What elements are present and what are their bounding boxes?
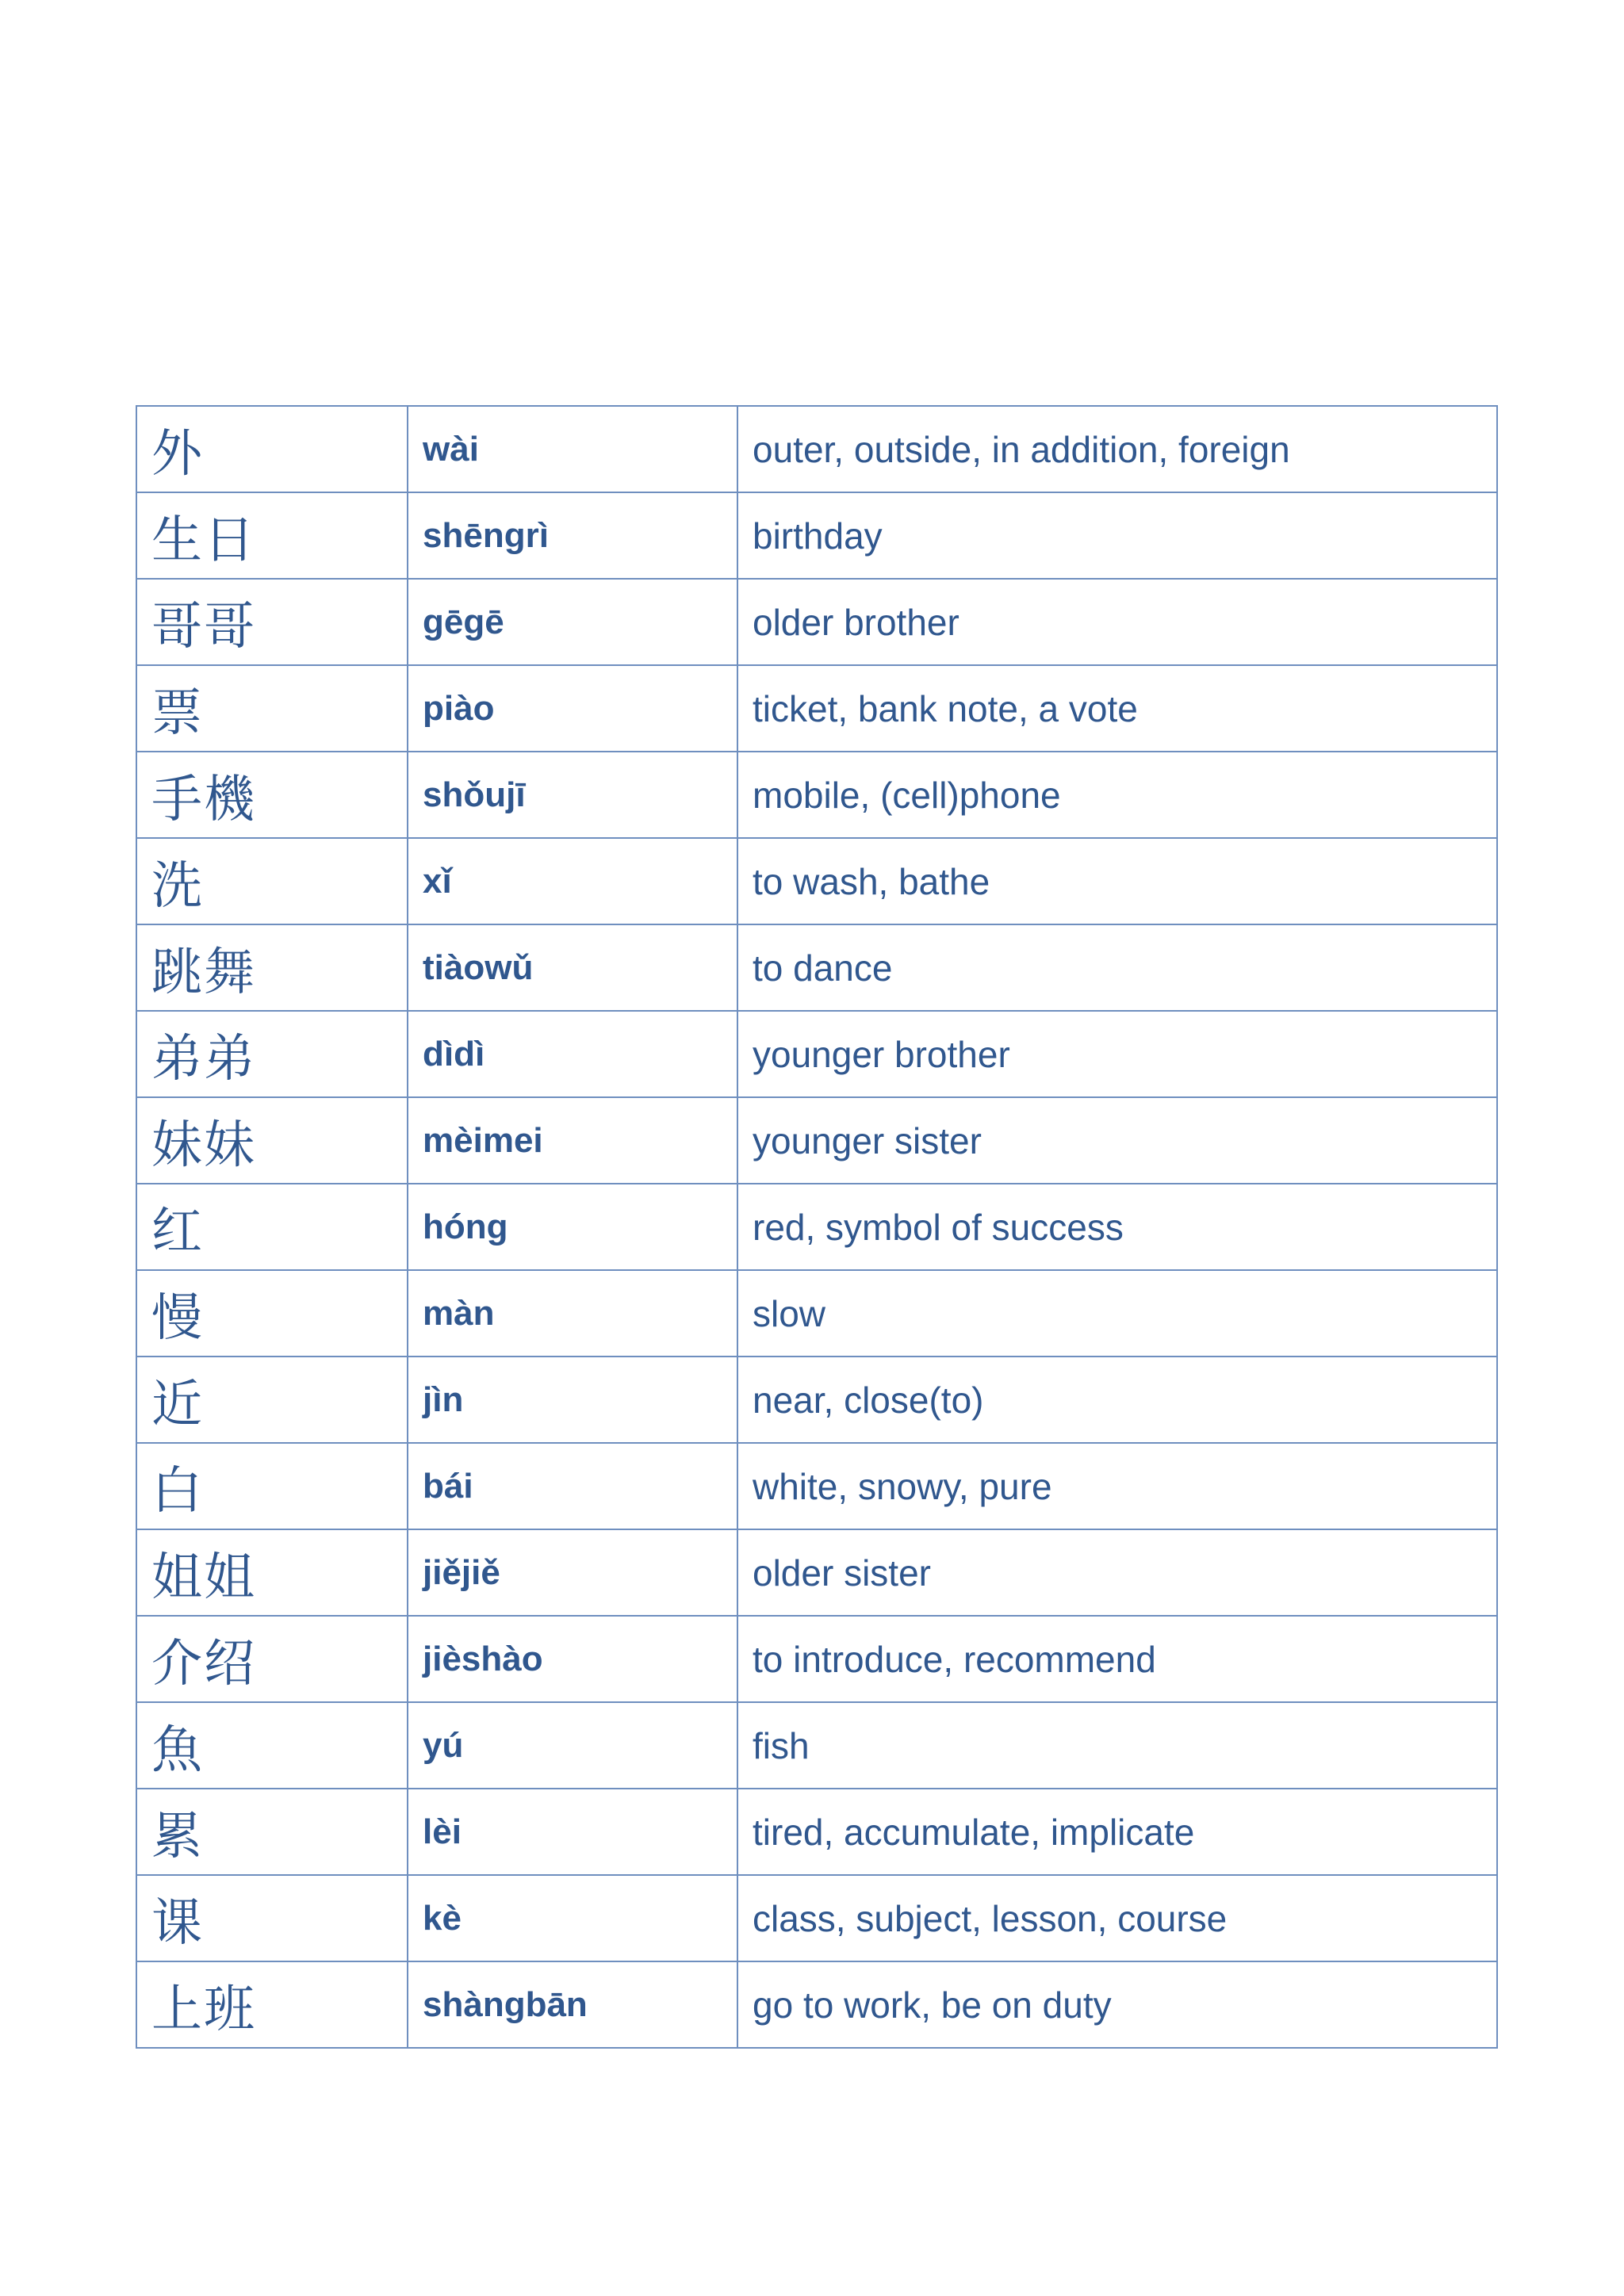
hanzi-cell: 妹妹: [136, 1097, 408, 1184]
meaning-cell: older sister: [737, 1529, 1497, 1616]
meaning-cell: slow: [737, 1270, 1497, 1357]
vocab-row: [136, 579, 1497, 665]
hanzi-cell: 白: [136, 1443, 408, 1529]
pinyin-cell: xǐ: [408, 838, 737, 924]
meaning-cell: go to work, be on duty: [737, 1961, 1497, 2048]
meaning-cell: to introduce, recommend: [737, 1616, 1497, 1702]
pinyin-cell: jìn: [408, 1357, 737, 1443]
vocab-row: [136, 1443, 1497, 1529]
pinyin-cell: hóng: [408, 1184, 737, 1270]
meaning-cell: tired, accumulate, implicate: [737, 1789, 1497, 1875]
pinyin-cell: kè: [408, 1875, 737, 1961]
hanzi-cell: 洗: [136, 838, 408, 924]
pinyin-cell: tiàowǔ: [408, 924, 737, 1011]
pinyin-cell: dìdì: [408, 1011, 737, 1097]
hanzi-cell: 累: [136, 1789, 408, 1875]
pinyin-cell: shǒujī: [408, 752, 737, 838]
vocab-row: [136, 924, 1497, 1011]
vocab-row: [136, 1011, 1497, 1097]
pinyin-cell: bái: [408, 1443, 737, 1529]
hanzi-cell: 弟弟: [136, 1011, 408, 1097]
meaning-cell: younger sister: [737, 1097, 1497, 1184]
pinyin-cell: màn: [408, 1270, 737, 1357]
pinyin-cell: yú: [408, 1702, 737, 1789]
vocab-row: [136, 1616, 1497, 1702]
vocab-row: [136, 752, 1497, 838]
meaning-cell: near, close(to): [737, 1357, 1497, 1443]
hanzi-cell: 介绍: [136, 1616, 408, 1702]
vocab-row: [136, 1270, 1497, 1357]
hanzi-cell: 红: [136, 1184, 408, 1270]
meaning-cell: to dance: [737, 924, 1497, 1011]
pinyin-cell: shēngrì: [408, 492, 737, 579]
hanzi-cell: 姐姐: [136, 1529, 408, 1616]
meaning-cell: birthday: [737, 492, 1497, 579]
hanzi-cell: 课: [136, 1875, 408, 1961]
pinyin-cell: wài: [408, 406, 737, 492]
meaning-cell: fish: [737, 1702, 1497, 1789]
pinyin-cell: piào: [408, 665, 737, 752]
meaning-cell: outer, outside, in addition, foreign: [737, 406, 1497, 492]
pinyin-cell: gēgē: [408, 579, 737, 665]
pinyin-cell: mèimei: [408, 1097, 737, 1184]
vocab-row: [136, 406, 1497, 492]
vocab-row: [136, 1702, 1497, 1789]
hanzi-cell: 慢: [136, 1270, 408, 1357]
hanzi-cell: 跳舞: [136, 924, 408, 1011]
hanzi-cell: 外: [136, 406, 408, 492]
vocab-row: [136, 1875, 1497, 1961]
hanzi-cell: 生日: [136, 492, 408, 579]
pinyin-cell: shàngbān: [408, 1961, 737, 2048]
vocab-row: [136, 1529, 1497, 1616]
vocab-row: [136, 1097, 1497, 1184]
meaning-cell: mobile, (cell)phone: [737, 752, 1497, 838]
vocab-row: [136, 492, 1497, 579]
hanzi-cell: 票: [136, 665, 408, 752]
hanzi-cell: 上班: [136, 1961, 408, 2048]
vocab-row: [136, 1961, 1497, 2048]
vocabulary-table: [136, 405, 1498, 2049]
hanzi-cell: 手機: [136, 752, 408, 838]
hanzi-cell: 哥哥: [136, 579, 408, 665]
pinyin-cell: lèi: [408, 1789, 737, 1875]
vocab-row: [136, 1789, 1497, 1875]
hanzi-cell: 近: [136, 1357, 408, 1443]
vocab-row: [136, 1357, 1497, 1443]
vocab-row: [136, 665, 1497, 752]
meaning-cell: to wash, bathe: [737, 838, 1497, 924]
meaning-cell: older brother: [737, 579, 1497, 665]
vocab-row: [136, 838, 1497, 924]
meaning-cell: red, symbol of success: [737, 1184, 1497, 1270]
meaning-cell: white, snowy, pure: [737, 1443, 1497, 1529]
meaning-cell: younger brother: [737, 1011, 1497, 1097]
vocab-row: [136, 1184, 1497, 1270]
pinyin-cell: jièshào: [408, 1616, 737, 1702]
pinyin-cell: jiějiě: [408, 1529, 737, 1616]
meaning-cell: class, subject, lesson, course: [737, 1875, 1497, 1961]
meaning-cell: ticket, bank note, a vote: [737, 665, 1497, 752]
hanzi-cell: 魚: [136, 1702, 408, 1789]
